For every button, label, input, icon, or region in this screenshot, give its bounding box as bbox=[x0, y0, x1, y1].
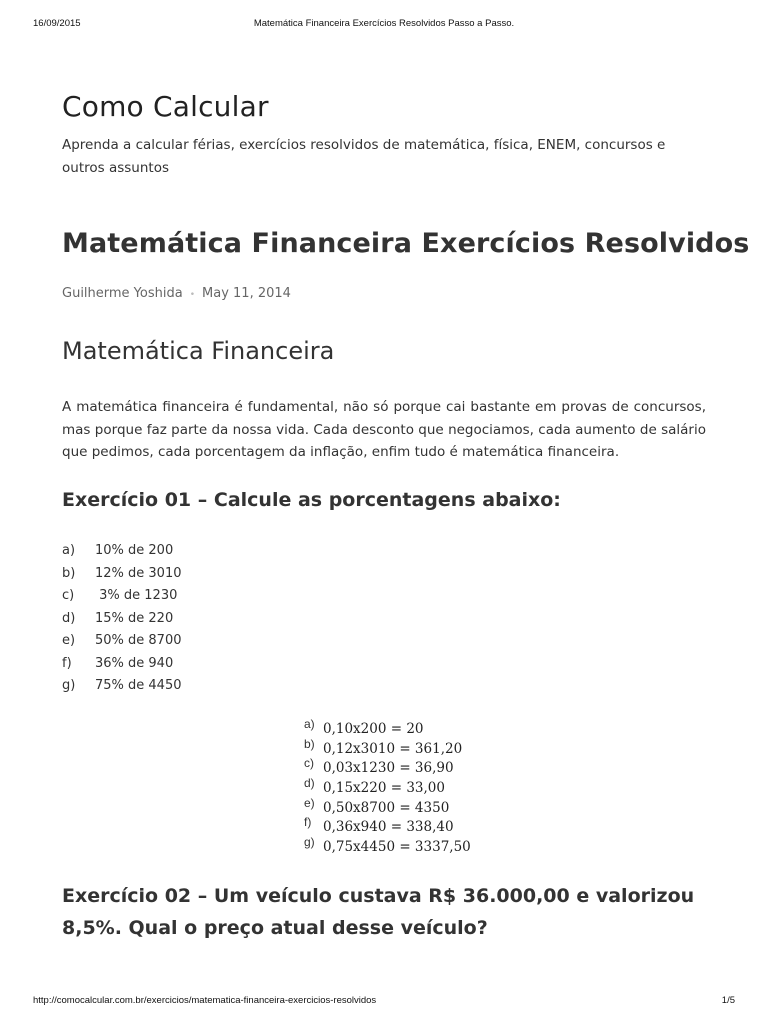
solution-item bbox=[304, 757, 471, 777]
item-label: b) bbox=[62, 565, 76, 581]
solution-equation: 0,50x8700 = 4350 bbox=[323, 799, 450, 816]
item-label: a) bbox=[62, 543, 76, 558]
solution-label: a) bbox=[304, 717, 315, 731]
print-page-title: Matemática Financeira Exercícios Resolvidos Passo a Passo. bbox=[253, 18, 515, 29]
list-item bbox=[62, 675, 182, 698]
solution-item bbox=[304, 816, 471, 836]
solution-item bbox=[304, 797, 471, 817]
site-description: Aprenda a calcular férias, exercícios resolvidos de matemática, física, ENEM, concursos e outros assuntos bbox=[62, 137, 666, 176]
list-item bbox=[62, 630, 182, 653]
item-label: f) bbox=[62, 655, 72, 671]
print-header bbox=[33, 18, 735, 32]
item-text: 12% de 3010 bbox=[95, 565, 182, 581]
solution-equation: 0,36x940 = 338,40 bbox=[323, 819, 454, 836]
list-item bbox=[62, 540, 182, 563]
meta-separator: • bbox=[189, 290, 196, 300]
item-text: 36% de 940 bbox=[95, 655, 174, 671]
post-title: Matemática Financeira Exercícios Resolvidos bbox=[62, 228, 750, 259]
solution-item bbox=[304, 718, 471, 738]
post-meta bbox=[62, 286, 291, 301]
site-title-link[interactable]: Como Calcular bbox=[62, 90, 269, 123]
print-page-number: 1/5 bbox=[721, 995, 735, 1006]
list-item bbox=[62, 608, 182, 631]
item-text: 3% de 1230 bbox=[95, 588, 178, 603]
solution-equation: 0,03x1230 = 36,90 bbox=[323, 760, 454, 777]
print-date: 16/09/2015 bbox=[33, 18, 81, 29]
exercise-2-heading: Exercício 02 – Um veículo custava R$ 36.000,00 e valorizou 8,5%. Qual o preço atual desse veículo? bbox=[62, 885, 695, 939]
solution-equation: 0,12x3010 = 361,20 bbox=[323, 740, 463, 757]
item-label: g) bbox=[62, 678, 76, 693]
solution-label: d) bbox=[304, 776, 315, 791]
solution-equation: 0,15x220 = 33,00 bbox=[323, 780, 445, 797]
solution-label: c) bbox=[304, 756, 314, 771]
section-title: Matemática Financeira bbox=[62, 337, 335, 365]
item-label: e) bbox=[62, 633, 76, 648]
exercise-1-solution-list bbox=[304, 718, 471, 856]
exercise-1-problem-list bbox=[62, 540, 182, 698]
post-date: May 11, 2014 bbox=[202, 286, 291, 301]
solution-label: b) bbox=[304, 736, 315, 751]
list-item bbox=[62, 585, 182, 608]
item-text: 15% de 220 bbox=[95, 610, 174, 626]
item-text: 50% de 8700 bbox=[95, 633, 182, 648]
item-label: d) bbox=[62, 610, 76, 626]
solution-label: g) bbox=[304, 835, 315, 850]
item-text: 75% de 4450 bbox=[95, 678, 182, 693]
solution-item bbox=[304, 836, 471, 856]
solution-equation: 0,75x4450 = 3337,50 bbox=[323, 839, 471, 856]
exercise-1-heading: Exercício 01 – Calcule as porcentagens abaixo: bbox=[62, 489, 561, 511]
print-footer bbox=[33, 995, 735, 1009]
list-item bbox=[62, 563, 182, 586]
item-text: 10% de 200 bbox=[95, 543, 174, 558]
solution-label: e) bbox=[304, 795, 315, 810]
solution-equation: 0,10x200 = 20 bbox=[323, 721, 424, 737]
author-link[interactable]: Guilherme Yoshida bbox=[62, 286, 183, 301]
solution-item bbox=[304, 777, 471, 797]
list-item bbox=[62, 653, 182, 676]
solution-item bbox=[304, 738, 471, 758]
item-label: c) bbox=[62, 588, 75, 603]
intro-paragraph: A matemática financeira é fundamental, não só porque cai bastante em provas de concursos, mas porque faz parte da nossa vida. Cada desconto que negociamos, cada aumento de salário que pedimos, cada porcentagem da inflação, enfim tudo é matemática financeira. bbox=[62, 399, 706, 460]
print-url: http://comocalcular.com.br/exercicios/matematica-financeira-exercicios-resolvidos bbox=[33, 995, 377, 1006]
solution-label: f) bbox=[304, 815, 312, 830]
